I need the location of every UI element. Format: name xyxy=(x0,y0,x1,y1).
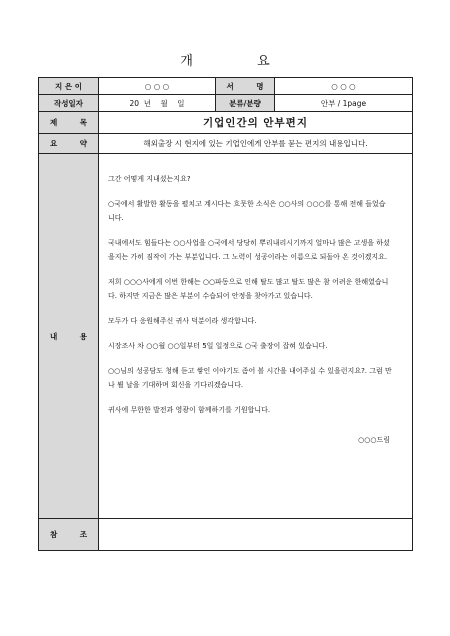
letter-paragraph: ○○님의 성공담도 청해 듣고 쌓인 이야기도 좀어 볼 시간을 내어주실 수 있을런지요?. 그럼 만나 뵐 날을 기대하며 회신을 기다리겠습니다. xyxy=(108,367,392,389)
letter-paragraph: 귀사에 무한한 발전과 영광이 함께하기를 기원합니다. xyxy=(108,406,271,414)
sign-label: 서 명 xyxy=(216,78,275,95)
page-title: 개 요 xyxy=(180,54,300,69)
reference-row xyxy=(39,519,413,551)
subject-value: 기업인간의 안부편지 xyxy=(99,112,413,134)
subject-label: 제 목 xyxy=(39,112,99,134)
letter-paragraph: 저희 ○○○사에게 이번 한해는 ○○파동으로 인해 탈도 많고 탈도 많은 참 어려운 한해였습니다. 하지만 지금은 많은 부분이 수습되어 안정을 찾아가고 있습니다. xyxy=(108,278,389,300)
reference-value xyxy=(99,519,413,551)
letter-paragraph: 그간 어떻게 지내셨는지요? xyxy=(108,175,191,183)
letter-paragraph: ○국에서 활발한 활동을 펼치고 계시다는 흐뭇한 소식은 ○○사의 ○○○를 통해 전해 들었습니다. xyxy=(108,200,386,222)
date-value: 20 년 월 일 xyxy=(99,95,216,112)
author-value: ○ ○ ○ xyxy=(99,78,216,95)
letter-paragraph: 모두가 다 응원해주신 귀사 덕분이라 생각합니다. xyxy=(108,317,257,325)
summary-row xyxy=(39,134,413,154)
letter-paragraph: 시장조사 차 ○○월 ○○일부터 5일 일정으로 ○국 출장이 잡혀 있습니다. xyxy=(108,342,328,350)
author-row xyxy=(39,78,413,95)
summary-label: 요 약 xyxy=(39,134,99,154)
content-row xyxy=(39,154,413,519)
category-label: 분류/분량 xyxy=(216,95,275,112)
letter-signature: ○○○드림 xyxy=(358,436,390,444)
letter-paragraph: 국내에서도 힘들다는 ○○사업을 ○국에서 당당히 뿌리내리시기까지 얼마나 많은 고생을 하셨을지는 가히 짐작이 가는 부분입니다. 그 노력이 성공이라는 이름으로 되돌아 온 것이겠지요. xyxy=(108,239,390,261)
sign-value: ○ ○ ○ xyxy=(275,78,413,95)
reference-label: 참 조 xyxy=(39,519,99,551)
summary-value: 해외출장 시 현지에 있는 기업인에게 안부를 묻는 편지의 내용입니다. xyxy=(99,134,413,154)
date-label: 작성일자 xyxy=(39,95,99,112)
subject-row xyxy=(39,112,413,134)
category-value: 안부 / 1page xyxy=(275,95,413,112)
author-label: 지 은 이 xyxy=(39,78,99,95)
letter-body xyxy=(99,154,413,519)
date-row xyxy=(39,95,413,112)
overview-table xyxy=(38,77,413,551)
content-label: 내 용 xyxy=(39,154,99,519)
